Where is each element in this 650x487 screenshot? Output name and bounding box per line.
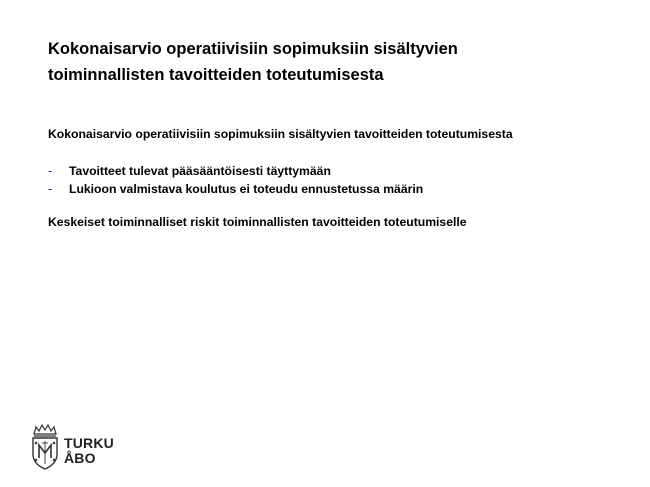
slide-title bbox=[48, 36, 608, 88]
logo-wordmark bbox=[64, 436, 114, 466]
turku-abo-logo bbox=[30, 424, 130, 470]
dash-bullet-icon: - bbox=[48, 181, 53, 196]
slide-title-line-1: Kokonaisarvio operatiivisiin sopimuksiin sisältyvien bbox=[48, 40, 458, 58]
bullet-text: Tavoitteet tulevat pääsääntöisesti täyttymään bbox=[69, 164, 331, 178]
logo-line-turku: TURKU bbox=[64, 435, 114, 451]
risks-heading: Keskeiset toiminnalliset riskit toiminnallisten tavoitteiden toteutumiselle bbox=[48, 215, 467, 229]
dash-bullet-icon: - bbox=[48, 163, 53, 178]
turku-coat-of-arms-icon bbox=[30, 424, 60, 470]
bullet-text: Lukioon valmistava koulutus ei toteudu ennustetussa määrin bbox=[69, 182, 424, 196]
logo-line-abo: ÅBO bbox=[64, 450, 96, 466]
assessment-heading: Kokonaisarvio operatiivisiin sopimuksiin sisältyvien tavoitteiden toteutumisesta bbox=[48, 127, 513, 141]
slide-title-line-2: toiminnallisten tavoitteiden toteutumisesta bbox=[48, 66, 384, 84]
